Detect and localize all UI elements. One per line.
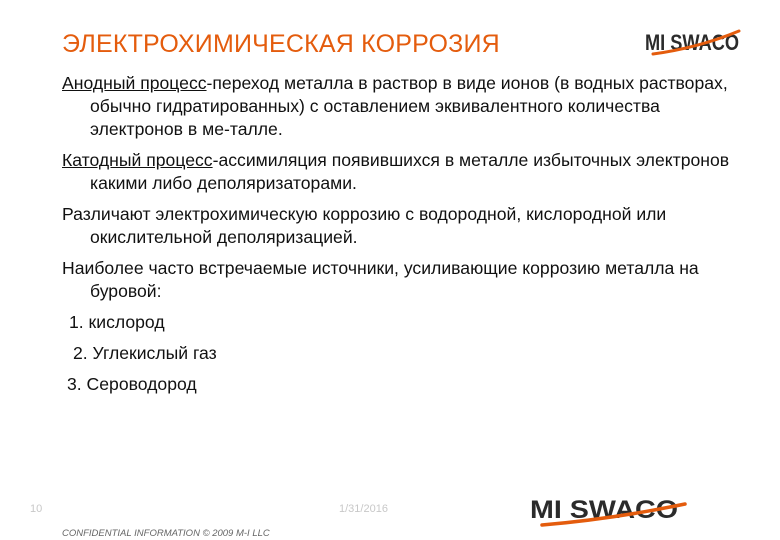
confidential-notice: CONFIDENTIAL INFORMATION © 2009 M-I LLC (62, 528, 270, 539)
list-item: 3. Сероводород (67, 374, 197, 394)
cathodic-process-term: Катодный процесс (62, 150, 213, 170)
anodic-process-paragraph (62, 72, 752, 141)
anodic-process-text: -переход металла в раствор в виде ионов (в водных растворах, обычно гидратированных) с оставлением эквивалентного количества электронов в ме-талле. (90, 73, 728, 139)
sources-paragraph: Наиболее часто встречаемые источники, усиливающие коррозию металла на буровой: (62, 258, 699, 301)
slide-date: 1/31/2016 (339, 503, 388, 515)
cathodic-process-text: -ассимиляция появившихся в металле избыточных электронов какими либо деполяризаторами. (90, 150, 730, 193)
logo-wordmark: MI SWACO (645, 30, 739, 55)
list-item: 1. кислород (69, 312, 165, 332)
footer-logo-wordmark: MI SWACO (530, 496, 678, 524)
depolarization-paragraph: Различают электрохимическую коррозию с водородной, кислородной или окислительной деполяризацией. (62, 204, 667, 247)
list-item: 2. Углекислый газ (73, 343, 217, 363)
mi-swaco-footer-logo (528, 491, 688, 531)
cathodic-process-paragraph (62, 149, 752, 195)
mi-swaco-logo (643, 26, 741, 58)
sources-list (62, 307, 752, 400)
slide-body (62, 72, 752, 400)
slide-number: 10 (30, 503, 43, 515)
slide-title: ЭЛЕКТРОХИМИЧЕСКАЯ КОРРОЗИЯ (62, 30, 500, 58)
anodic-process-term: Анодный процесс (62, 73, 207, 93)
